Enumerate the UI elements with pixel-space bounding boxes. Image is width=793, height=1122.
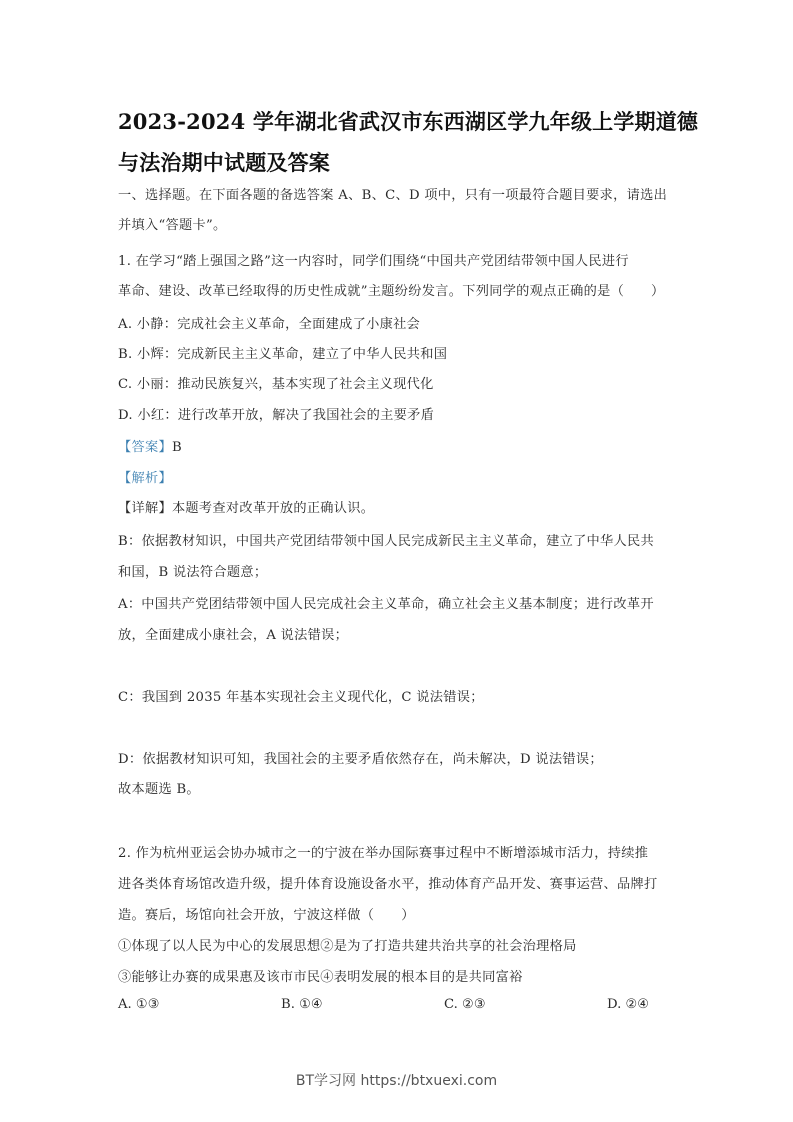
q1-option-c: C. 小丽：推动民族复兴，基本实现了社会主义现代化 <box>118 377 434 392</box>
analysis-label: 【解析】 <box>118 471 172 486</box>
q2-option-c: C. ②③ <box>444 997 486 1012</box>
answer-label: 【答案】 <box>118 440 172 455</box>
q1-option-a: A. 小静：完成社会主义革命，全面建成了小康社会 <box>118 317 421 332</box>
document-title-line-2: 与法治期中试题及答案 <box>118 150 330 175</box>
q2-statements-line-2: ③能够让办赛的成果惠及该市市民④表明发展的根本目的是共同富裕 <box>118 970 523 985</box>
site-watermark: BT学习网 https://btxuexi.com <box>295 1073 498 1089</box>
q2-stem-line-3: 造。赛后，场馆向社会开放，宁波这样做（ ） <box>118 908 415 923</box>
q1-explanation-line-6: D：依据教材知识可知，我国社会的主要矛盾依然存在，尚未解决，D 说法错误； <box>118 752 603 767</box>
section-intro-line-2: 并填入“答题卡”。 <box>118 218 227 233</box>
q1-answer <box>118 436 182 455</box>
q2-stem-line-2: 进各类体育场馆改造升级，提升体育设施设备水平，推动体育产品开发、赛事运营、品牌打 <box>118 877 658 892</box>
q1-option-b: B. 小辉：完成新民主主义革命，建立了中华人民共和国 <box>118 347 448 362</box>
q1-explanation-line-7: 故本题选 B。 <box>118 782 200 797</box>
answer-value: B <box>171 440 182 455</box>
q2-option-d: D. ②④ <box>607 997 650 1012</box>
q2-option-b: B. ①④ <box>281 997 323 1012</box>
q1-explanation-line-4: 放，全面建成小康社会，A 说法错误； <box>118 628 349 643</box>
q2-statements-line-1: ①体现了以人民为中心的发展思想②是为了打造共建共治共享的社会治理格局 <box>118 939 577 954</box>
q1-explanation-line-5: C：我国到 2035 年基本实现社会主义现代化，C 说法错误； <box>118 690 484 705</box>
q1-explanation-line-2: 和国，B 说法符合题意； <box>118 565 268 580</box>
q2-stem-line-1: 2. 作为杭州亚运会协办城市之一的宁波在举办国际赛事过程中不断增添城市活力，持续推 <box>118 846 649 861</box>
q1-stem-line-1: 1. 在学习“踏上强国之路”这一内容时，同学们围绕“中国共产党团结带领中国人民进行 <box>118 254 629 269</box>
document-title-line-1: 2023-2024 学年湖北省武汉市东西湖区学九年级上学期道德 <box>118 109 699 134</box>
section-intro-line-1: 一、选择题。在下面各题的备选答案 A、B、C、D 项中，只有一项最符合题目要求，请选出 <box>118 188 668 203</box>
q1-explanation-line-3: A：中国共产党团结带领中国人民完成社会主义革命，确立社会主义基本制度；进行改革开 <box>118 597 654 612</box>
q1-option-d: D. 小红：进行改革开放，解决了我国社会的主要矛盾 <box>118 408 435 423</box>
q2-option-a: A. ①③ <box>118 997 160 1012</box>
q1-stem-line-2: 革命、建设、改革已经取得的历史性成就”主题纷纷发言。下列同学的观点正确的是（ ） <box>118 284 665 299</box>
q1-detail: 【详解】本题考查对改革开放的正确认识。 <box>118 501 375 516</box>
q1-explanation-line-1: B：依据教材知识，中国共产党团结带领中国人民完成新民主主义革命，建立了中华人民共 <box>118 534 654 549</box>
